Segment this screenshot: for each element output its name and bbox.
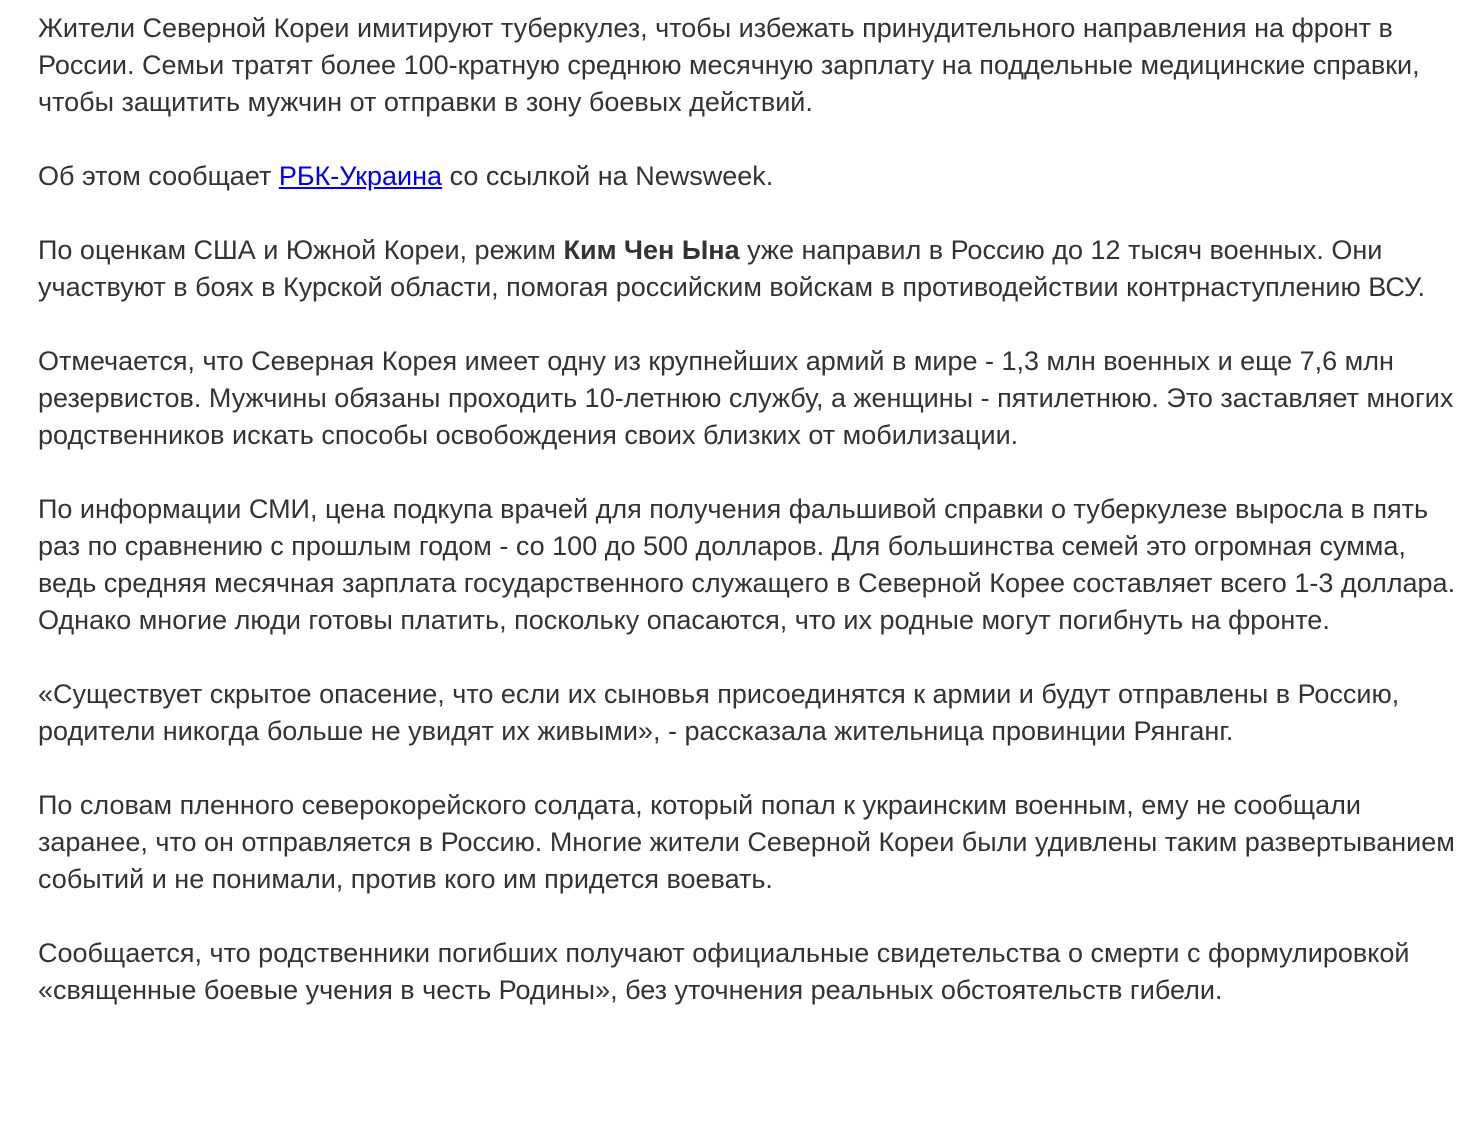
source-text-before: Об этом сообщает <box>38 161 279 191</box>
estimates-text-after: уже направил в Россию до 12 тысяч военных. Они участвуют в боях в Курской области, помогая российским войскам в противодействии контрнаступлению ВСУ. <box>38 235 1426 302</box>
paragraph-intro: Жители Северной Кореи имитируют туберкулез, чтобы избежать принудительного направления на фронт в России. Семьи тратят более 100-кратную среднюю месячную зарплату на поддельные медицинские справки, чтобы защитить мужчин от отправки в зону боевых действий. <box>38 13 1420 117</box>
bold-name: Ким Чен Ына <box>563 235 740 265</box>
estimates-text-before: По оценкам США и Южной Кореи, режим <box>38 235 564 265</box>
source-text-after: со ссылкой на Newsweek. <box>442 161 774 191</box>
paragraph-quote: «Существует скрытое опасение, что если их сыновья присоединятся к армии и будут отправлены в Россию, родители никогда больше не увидят их живыми», - рассказала жительница провинции Рянганг. <box>38 679 1400 746</box>
source-link[interactable]: РБК-Украина <box>278 161 443 191</box>
paragraph-bribes: По информации СМИ, цена подкупа врачей для получения фальшивой справки о туберкулезе выросла в пять раз по сравнению с прошлым годом - со 100 до 500 долларов. Для большинства семей это огромная сумма, ведь средняя месячная зарплата государственного служащего в Северной Корее составляет всего 1-3 доллара. Однако многие люди готовы платить, поскольку опасаются, что их родные могут погибнуть на фронте. <box>38 494 1456 635</box>
article-body <box>38 10 1458 1009</box>
paragraph-soldier: По словам пленного северокорейского солдата, который попал к украинским военным, ему не сообщали заранее, что он отправляется в Россию. Многие жители Северной Кореи были удивлены таким развертыванием событий и не понимали, против кого им придется воевать. <box>38 790 1455 894</box>
paragraph-army: Отмечается, что Северная Корея имеет одну из крупнейших армий в мире - 1,3 млн военных и еще 7,6 млн резервистов. Мужчины обязаны проходить 10-летнюю службу, а женщины - пятилетнюю. Это заставляет многих родственников искать способы освобождения своих близких от мобилизации. <box>38 346 1454 450</box>
paragraph-estimates <box>38 232 1458 306</box>
paragraph-certificates: Сообщается, что родственники погибших получают официальные свидетельства о смерти с формулировкой «священные боевые учения в честь Родины», без уточнения реальных обстоятельств гибели. <box>38 938 1410 1005</box>
paragraph-source <box>38 158 1458 195</box>
